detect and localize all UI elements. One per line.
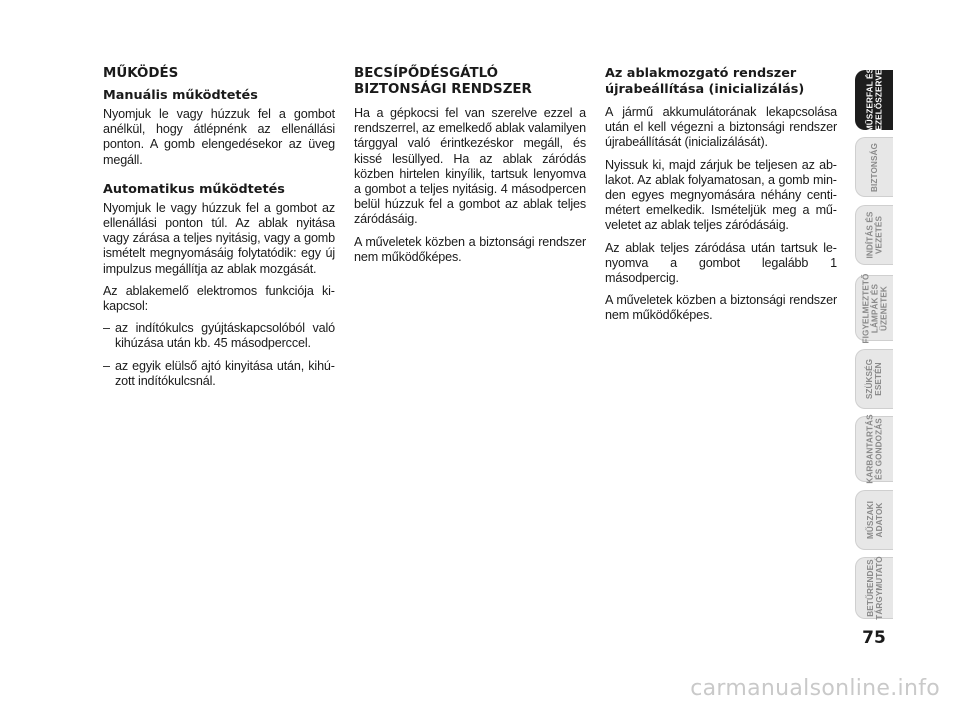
tab-warning-lights[interactable] — [855, 275, 893, 341]
heading-line-1: BECSÍPŐDÉSGÁTLÓ — [354, 66, 499, 81]
list-item-text: az egyik elülső ajtó kinyitása után, kihúzott indítókulcsnál. — [115, 358, 335, 388]
tab-starting-driving[interactable] — [855, 205, 893, 265]
tab-index[interactable] — [855, 557, 893, 619]
tab-label: BETŰRENDES TÁRGYMUTATÓ — [865, 556, 884, 620]
section-heading-operation: MŰKÖDÉS — [103, 66, 179, 81]
list-item-text: az indítókulcs gyújtáskapcsolóból való kihúzása után kb. 45 másodperccel. — [115, 321, 335, 351]
tab-dashboard-controls[interactable] — [855, 63, 893, 137]
tab-label: KARBANTARTÁS ÉS GONDOZÁS — [865, 414, 884, 484]
tab-label: INDÍTÁS ÉS VEZETÉS — [865, 211, 884, 259]
tab-label: FIGYELMEZTETŐ LÁMPÁK ÉS ÜZENETEK — [861, 273, 889, 343]
subheading-manual: Manuális működtetés — [103, 88, 258, 103]
init-paragraph-3: Az ablak teljes záródása után tartsuk lenyomva a gombot legalább 1 másodpercig. — [605, 240, 837, 286]
heading-line-2: újrabeállítása (inicializálás) — [605, 82, 805, 97]
dash-marker: – — [103, 358, 110, 373]
heading-line-1: Az ablakmozgató rendszer — [605, 66, 797, 81]
column-operation — [103, 66, 335, 396]
tab-label: SZÜKSÉG ESETÉN — [865, 358, 884, 400]
condition-list — [103, 321, 335, 389]
section-heading-anti-pinch — [354, 66, 586, 98]
dash-marker: – — [103, 321, 110, 336]
section-heading-initialization — [605, 66, 837, 98]
watermark: carmanualsonline.info — [690, 676, 940, 701]
automatic-paragraph: Nyomjuk le vagy húzzuk fel a gombot az ellenállási ponton túl. Az ablak nyitása vagy zárása a teljes nyitásig, vagy a gomb ismételt megnyomásáig folytatódik: egy új impulzus megállítja az ablak mozgását. — [103, 200, 335, 276]
list-item — [103, 359, 335, 389]
page-number: 75 — [862, 628, 886, 648]
manual-paragraph: Nyomjuk le vagy húzzuk fel a gombot anélkül, hogy átlépnénk az ellenállási ponton. A gomb elengedésekor az üveg megáll. — [103, 107, 335, 167]
functions-intro: Az ablakemelő elektromos funkciója kikapcsol: — [103, 283, 335, 314]
list-item — [103, 321, 335, 351]
tab-emergency[interactable] — [855, 349, 893, 409]
anti-pinch-paragraph-1: Ha a gépkocsi fel van szerelve ezzel a rendszerrel, az emelkedő ablak valamilyen tárggyal való érintkezéskor megáll, és kissé lesüllyed. Ha az ablak záródás közben hirtelen kinyílik, tartsuk lenyomva a gombot a teljes nyitásig. 4 másodpercen belül húzzuk fel a gombot az ablak teljes záródásáig. — [354, 106, 586, 227]
tab-label: MŰSZERFAL ÉS KEZELŐSZERVEK — [865, 63, 884, 137]
tab-label: BIZTONSÁG — [870, 142, 879, 192]
tab-safety[interactable] — [855, 137, 893, 197]
tab-label: MŰSZAKI ADATOK — [865, 501, 884, 539]
chapter-tabs — [855, 60, 893, 620]
subheading-automatic: Automatikus működtetés — [103, 181, 285, 197]
column-initialization — [605, 66, 837, 331]
column-anti-pinch — [354, 66, 586, 272]
heading-line-2: BIZTONSÁGI RENDSZER — [354, 82, 532, 97]
anti-pinch-paragraph-2: A műveletek közben a biztonsági rendszer nem működőképes. — [354, 234, 586, 264]
init-paragraph-4: A műveletek közben a biztonsági rendszer nem működőképes. — [605, 293, 837, 323]
tab-maintenance[interactable] — [855, 416, 893, 482]
tab-technical-data[interactable] — [855, 490, 893, 550]
init-paragraph-1: A jármű akkumulátorának lekapcsolása után el kell végezni a biztonsági rendszer újrabeállítását (inicializálását). — [605, 105, 837, 150]
init-paragraph-2: Nyissuk ki, majd zárjuk be teljesen az ablakot. Az ablak folyamatosan, a gomb minden egyes megnyomására néhány centimétert emelkedik. Ismételjük meg a műveletet az ablak teljes záródásáig. — [605, 157, 837, 233]
